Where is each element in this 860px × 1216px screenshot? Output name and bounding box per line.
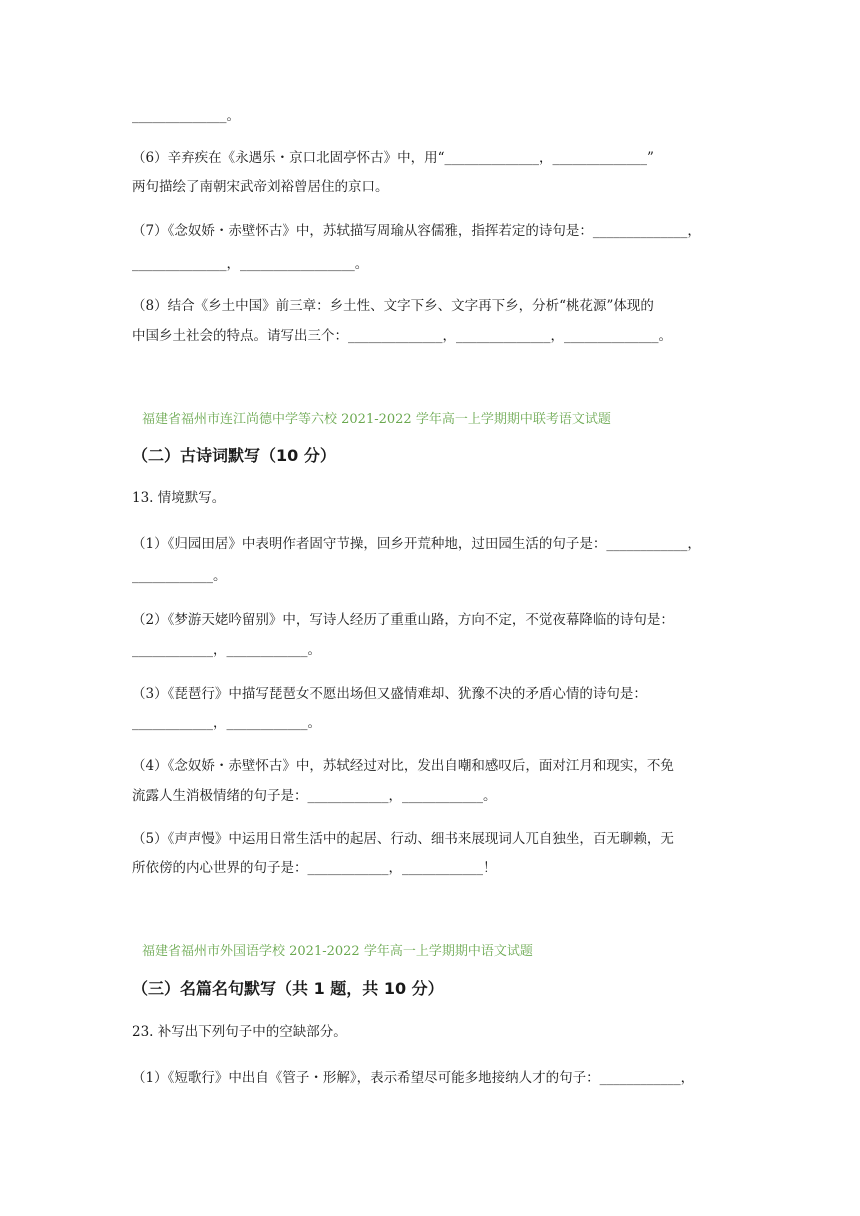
text-line: （2）《梦游天姥吟留别》中，写诗人经历了重重山路，方向不定，不觉夜幕降临的诗句是： bbox=[132, 612, 674, 628]
source-label: 福建省福州市连江尚德中学等六校 2021-2022 学年高一上学期期中联考语文试题 bbox=[142, 412, 611, 427]
text-line: （6）辛弃疾在《永遇乐・京口北固亭怀古》中，用“______________，______________” bbox=[132, 150, 654, 166]
text-line: （1）《短歌行》中出自《管子・形解》，表示希望尽可能多地接纳人才的句子：____________， bbox=[132, 1070, 695, 1086]
text-line: 中国乡土社会的特点。请写出三个：______________，______________，______________。 bbox=[132, 328, 672, 344]
source-label: 福建省福州市外国语学校 2021-2022 学年高一上学期期中语文试题 bbox=[142, 944, 533, 959]
section-heading: （二）古诗词默写（10 分） bbox=[132, 446, 336, 465]
text-line: （5）《声声慢》中运用日常生活中的起居、行动、细书来展现词人兀自独坐，百无聊赖，无 bbox=[132, 831, 674, 847]
question-title: 23. 补写出下列句子中的空缺部分。 bbox=[132, 1024, 347, 1040]
text-line: ______________。 bbox=[132, 108, 240, 124]
text-line: 所依傍的内心世界的句子是：____________，____________！ bbox=[132, 860, 497, 876]
question-title: 13. 情境默写。 bbox=[132, 490, 226, 506]
text-line: ____________，____________。 bbox=[132, 642, 321, 658]
text-line: 流露人生消极情绪的句子是：____________，____________。 bbox=[132, 788, 497, 804]
text-line: ____________，____________。 bbox=[132, 715, 321, 731]
text-line: ______________，_________________。 bbox=[132, 256, 369, 272]
text-line: （4）《念奴娇・赤壁怀古》中，苏轼经过对比，发出自嘲和感叹后，面对江月和现实，不免 bbox=[132, 758, 674, 774]
text-line: （3）《琵琶行》中描写琵琶女不愿出场但又盛情难却、犹豫不决的矛盾心情的诗句是： bbox=[132, 686, 647, 702]
text-line: （7）《念奴娇・赤壁怀古》中，苏轼描写周瑜从容儒雅，指挥若定的诗句是：______________， bbox=[132, 223, 701, 239]
text-line: 两句描绘了南朝宋武帝刘裕曾居住的京口。 bbox=[132, 179, 389, 195]
text-line: （1）《归园田居》中表明作者固守节操，回乡开荒种地，过田园生活的句子是：____________， bbox=[132, 536, 701, 552]
section-heading: （三）名篇名句默写（共 1 题，共 10 分） bbox=[132, 979, 444, 998]
text-line: （8）结合《乡土中国》前三章：乡土性、文字下乡、文字再下乡，分析“桃花源”体现的 bbox=[132, 298, 654, 314]
text-line: ____________。 bbox=[132, 568, 227, 584]
